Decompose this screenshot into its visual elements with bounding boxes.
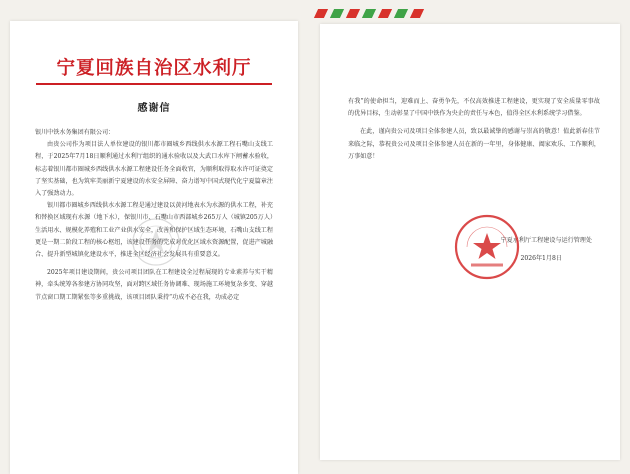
stripe-5	[394, 9, 408, 18]
letter-title: 感谢信	[137, 103, 171, 114]
letter-body-left	[35, 127, 273, 304]
stripe-0	[314, 9, 328, 18]
paragraph-2: 银川都市圈城乡西线供水水源工程是通过建设以黄河地表水为水源的供水工程，补充和替换区域现有水源（地下水），保银川市、石嘴山市西部城乡265万人（城镇205万人）生活用水、规模化养殖和工业产业供水安全，改善和保护区域生态环境，石嘴山支线工程更是一期二阶段工程的核心枢纽，该建设任务的完成对优化区域水资源配置，促进产城融合、提升新型城镇化建设水平，推进全区经济社会发展具有重要意义。	[35, 202, 273, 259]
paragraph-1: 由贵公司作为项目法人单位建设的银川都市圈城乡西线供水水源工程石嘴山支线工程，于2025年7月18日顺利通过水利厅组织的通水验收以及大武口水库下闸蓄水验收，标志着银川都市圈城乡西线供水水源工程建设任务全面收官，为顺利取得取水许可证奠定了坚实基础，也为筑牢美丽新宁夏建设的水安全屏障、奋力谱写中国式现代化宁夏篇章注入了强劲动力。	[35, 141, 273, 198]
salutation: 银川中铁水务集团有限公司：	[35, 129, 115, 136]
stripe-6	[410, 9, 424, 18]
stripe-1	[330, 9, 344, 18]
decorative-stripes	[316, 9, 422, 18]
letter-body-right	[348, 96, 600, 163]
stripe-3	[362, 9, 376, 18]
paragraph-5: 在此，谨向贵公司及项目全体参建人员，致以最诚挚的感谢与崇高的敬意！值此新春佳节来临之际，恭祝贵公司及项目全体参建人员在新的一年里，身体健康、阖家欢乐、工作顺利，万事如意！	[348, 128, 600, 160]
stripe-4	[378, 9, 392, 18]
organization-header: 宁夏回族自治区水利厅	[56, 58, 252, 79]
letter-page-1	[10, 21, 298, 474]
signature-org: 宁夏水利厅工程建设与运行管理处	[500, 237, 592, 244]
letter-page-2	[320, 24, 620, 460]
paragraph-4: 有我”的使命担当，迎难而上、奋勇争先，不仅高效推进工程建设，更实现了安全质量零事故的优异目标，生动彰显了中国中铁作为央企的责任与本色，值得全区水利系统学习借鉴。	[348, 98, 600, 118]
official-seal-icon	[453, 213, 521, 281]
signature-date: 2026年1月8日	[520, 255, 562, 262]
paragraph-3: 2025年项目建设期间，贵公司项目团队在工程建设全过程展现的专业素养与实干精神，牵头统筹各参建方协同攻坚，面对跨区域任务协调难、现场施工环境复杂多变、穿越节点窗口期工期紧张等多重挑战，该项目团队秉持“功成不必在我，功成必定	[35, 269, 273, 301]
stripe-2	[346, 9, 360, 18]
header-red-rule	[36, 83, 272, 85]
